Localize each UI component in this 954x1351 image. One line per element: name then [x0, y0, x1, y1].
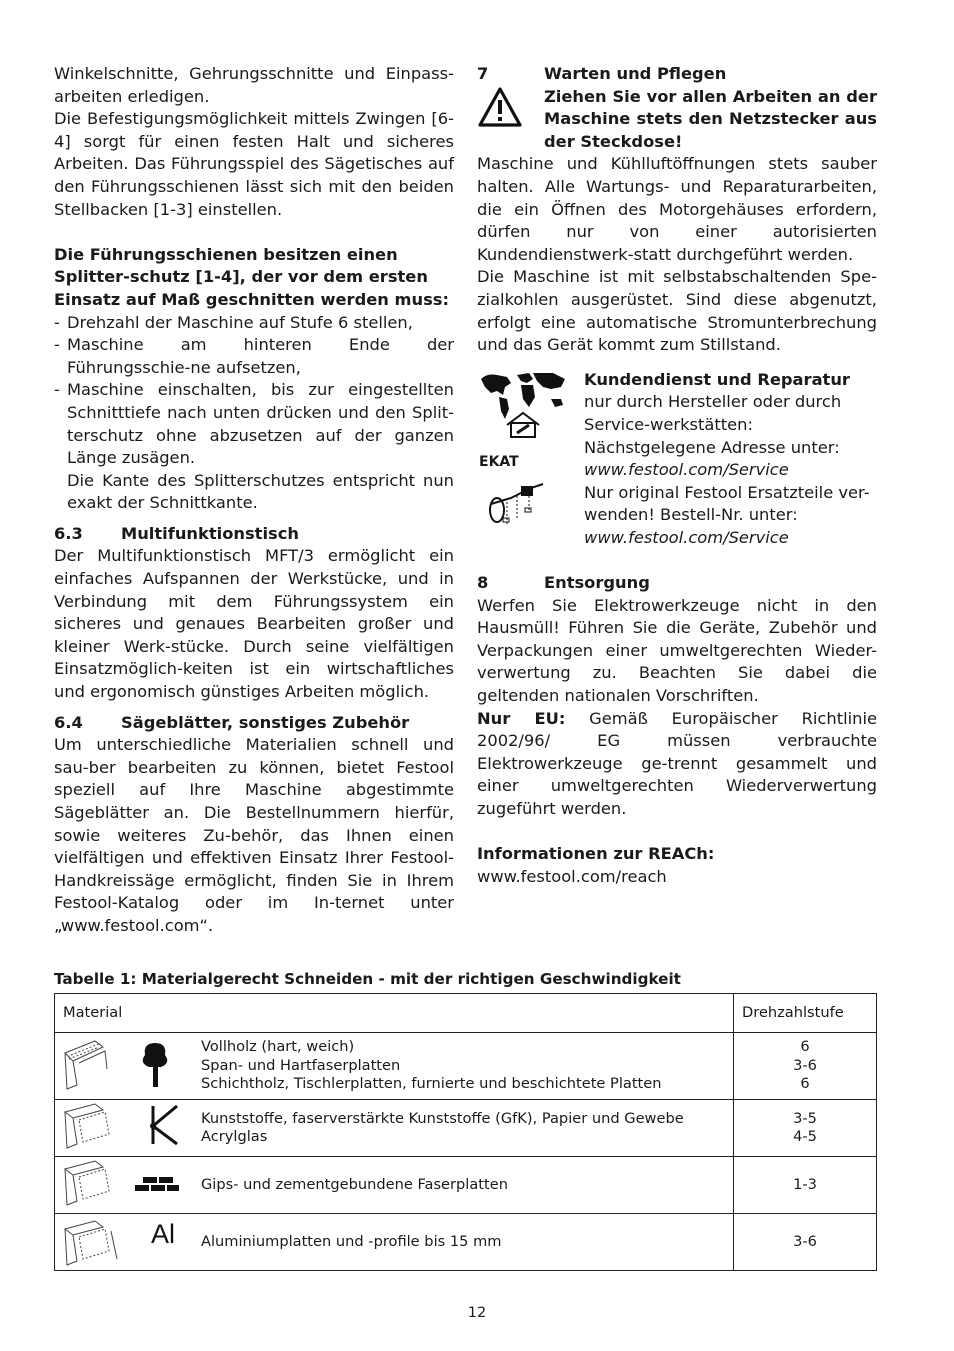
material-cell: Span- und Hartfaserplatten	[201, 1056, 401, 1074]
table-row	[55, 1214, 877, 1271]
ekat-label: EKAT	[479, 454, 519, 471]
section-heading-8: 8 Entsorgung	[477, 573, 650, 593]
warning-triangle-icon	[477, 86, 544, 154]
unplug-warning: Ziehen Sie vor allen Arbeiten an der Maschine stets den Netzstecker aus der Steckdose!	[544, 86, 877, 151]
section-heading-6-3: 6.3 Multifunktionstisch	[54, 523, 299, 543]
table-header-row	[55, 994, 877, 1033]
material-cell: Gips- und zementgebundene Faserplatten	[195, 1157, 734, 1214]
paragraph: Um unterschiedliche Materialien schnell und sau-ber bearbeiten zu können, bietet Festool speziell auf Ihre Maschine abgestimmte Sägeblätter an. Die Bestellnummern hierfür, sowie weiteres Zu-behör, das Ihnen einen vielfältigen und effektiven Einsatz Ihrer Festool-Handkreissäge ermöglicht, finden Sie in Ihrem Festool-Katalog oder im In-ternet unter „www.festool.com“.	[54, 735, 454, 935]
paragraph: Die Maschine ist mit selbstabschaltenden Spe-zialkohlen ausgerüstet. Sind diese abgenutzt, erfolgt eine automatische Stromunterbrechung und das Gerät kommt zum Stillstand.	[477, 267, 877, 355]
material-cell: Vollholz (hart, weich)	[201, 1038, 355, 1056]
column-header-speed: Drehzahlstufe	[734, 994, 877, 1033]
paragraph: Der Multifunktionstisch MFT/3 ermöglicht ein einfaches Aufspannen der Werkstücke, und in Verbindung mit dem Führungssystem ein sicheres und genaues Bearbeiten großer und kleiner Werk-stücke. Durch seine vielfältigen Einsatzmöglich-keiten ist ein wirtschaftliches und ergonomisch günstiges Arbeiten möglich.	[54, 546, 454, 702]
paragraph: Werfen Sie Elektrowerkzeuge nicht in den Hausmüll! Führen Sie die Geräte, Zubehör und Verpackungen einer umweltgerechten Wieder-verwertung zu. Beachten Sie dabei die geltenden nationalen Vorschriften.	[477, 595, 877, 706]
eu-text: Gemäß Europäischer Richtlinie 2002/96/ EG müssen verbrauchte Elektrowerkzeuge ge-trennt gesammelt und einer umweltgerechten Wiederverwertung zugeführt werden.	[477, 708, 877, 818]
section-heading-7: 7 Warten und Pflegen	[477, 64, 727, 83]
splinter-guard-note: Die Führungsschienen besitzen einen Splitter-schutz [1-4], der vor dem ersten Einsatz auf Maß geschnitten werden muss:	[54, 244, 449, 309]
list-note: Die Kante des Splitterschutzes entspricht nun exakt der Schnittkante.	[67, 470, 454, 513]
material-cell: Acrylglas	[201, 1128, 268, 1145]
speed-cell: 3-5	[793, 1109, 817, 1127]
world-map-service-icon	[477, 369, 584, 446]
list-item: - Maschine einschalten, bis zur eingestellten Schnitttiefe nach unten drücken und den Split-terschutz ohne abzusetzen auf der ganzen Länge zusägen.	[54, 379, 454, 469]
speed-cell: 3-6	[793, 1056, 817, 1074]
material-speed-table	[54, 993, 877, 1271]
speed-cell: 4-5	[793, 1128, 817, 1145]
speed-cell: 3-6	[734, 1214, 877, 1271]
speed-cell: 6	[800, 1038, 810, 1056]
spare-parts-icon	[477, 474, 584, 537]
service-title: Kundendienst und Reparatur	[584, 369, 850, 389]
spare-parts-text: Nur original Festool Ersatzteile ver-wenden! Bestell-Nr. unter:	[584, 482, 870, 525]
service-url[interactable]: www.festool.com/Service	[584, 460, 789, 480]
right-column	[477, 63, 877, 888]
page-number: 12	[467, 1305, 487, 1321]
paragraph: Maschine und Kühlluftöffnungen stets sauber halten. Alle Wartungs- und Reparaturarbeiten, die ein Öffnen des Motorgehäuses erfordern, dürfen nur von einer autorisierten Kundendienstwerk-statt durchgeführt werden.	[477, 154, 877, 264]
plastic-k-icon	[55, 1100, 196, 1157]
reach-title: Informationen zur REACh:	[477, 844, 715, 864]
section-heading-6-4: 6.4 Sägeblätter, sonstiges Zubehör	[54, 712, 410, 732]
address-label: Nächstgelegene Adresse unter:	[584, 437, 840, 457]
reach-url[interactable]: www.festool.com/reach	[477, 866, 667, 886]
service-text: nur durch Hersteller oder durch Service-werkstätten:	[584, 392, 842, 434]
list-item: - Maschine am hinteren Ende der Führungsschie-ne aufsetzen,	[54, 334, 454, 379]
material-cell: Aluminiumplatten und -profile bis 15 mm	[195, 1214, 734, 1271]
paragraph: Die Befestigungsmöglichkeit mittels Zwingen [6-4] sorgt für einen festen Halt und sicheres Arbeiten. Das Führungsspiel des Sägetisches auf den Führungsschienen lässt sich mit den beiden Stellbacken [1-3] einstellen.	[54, 109, 454, 219]
aluminium-icon	[55, 1214, 196, 1271]
gypsum-bricks-icon	[55, 1157, 196, 1214]
paragraph: Winkelschnitte, Gehrungsschnitte und Einpass-arbeiten erledigen.	[54, 64, 454, 106]
service-block	[477, 369, 877, 550]
wood-tree-icon	[55, 1033, 196, 1100]
speed-cell: 1-3	[734, 1157, 877, 1214]
speed-cell: 6	[800, 1075, 810, 1093]
spare-parts-url[interactable]: www.festool.com/Service	[584, 527, 789, 547]
list-item: - Drehzahl der Maschine auf Stufe 6 stellen,	[54, 312, 454, 335]
column-header-material: Material	[55, 994, 734, 1033]
instruction-list	[54, 312, 454, 470]
table-row	[55, 1033, 877, 1100]
eu-label: Nur EU:	[477, 708, 566, 728]
left-column	[54, 63, 454, 938]
warning-block	[477, 86, 877, 154]
table-row	[55, 1100, 877, 1157]
table-row	[55, 1157, 877, 1214]
material-cell: Schichtholz, Tischlerplatten, furnierte und beschichtete Platten	[201, 1075, 662, 1093]
aluminium-label: Al	[151, 1219, 176, 1249]
table-title: Tabelle 1: Materialgerecht Schneiden - mit der richtigen Geschwindigkeit	[54, 970, 681, 988]
material-cell: Kunststoffe, faserverstärkte Kunststoffe (GfK), Papier und Gewebe	[201, 1109, 684, 1127]
